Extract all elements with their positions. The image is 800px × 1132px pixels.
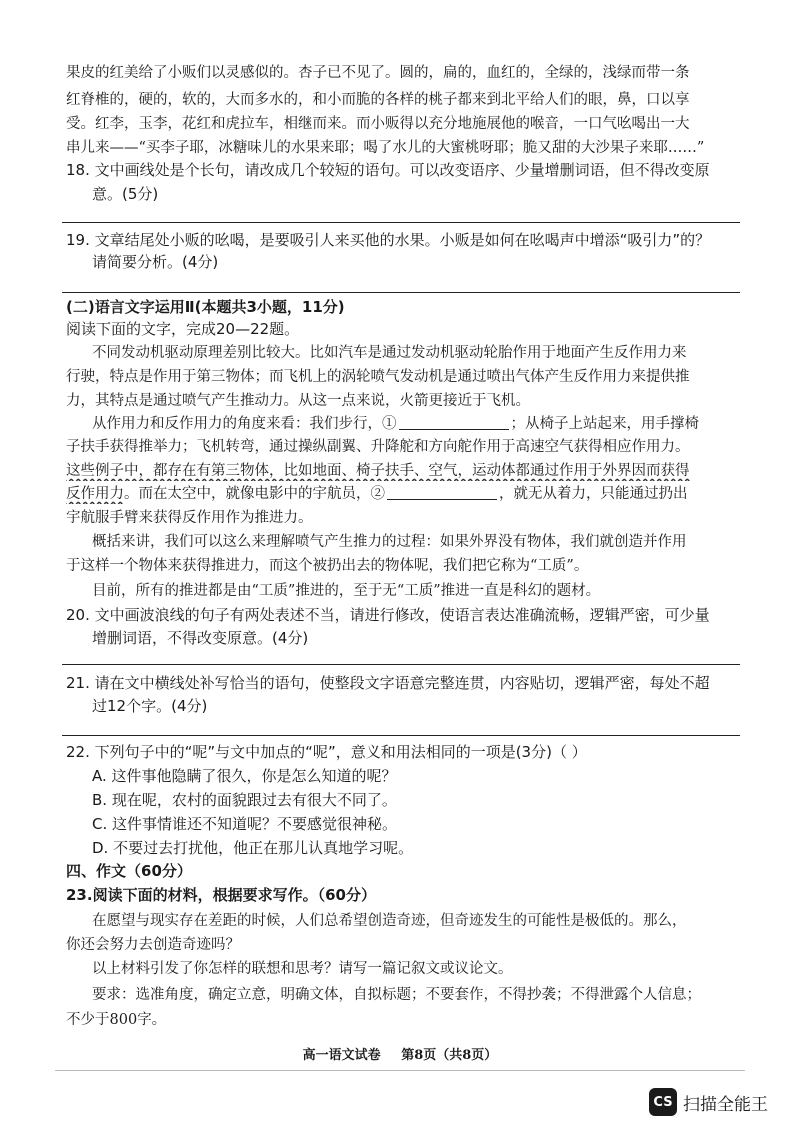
question-23: 23.阅读下面的材料，根据要求写作。（60分）	[66, 886, 376, 904]
answer-line	[62, 222, 740, 223]
answer-line	[62, 292, 740, 293]
passage2-line	[66, 461, 734, 481]
passage2-line: 概括来讲，我们可以这么来理解喷气产生推力的过程：如果外界没有物体，我们就创造并作用	[92, 534, 687, 550]
question-18: 18. 文中画线处是个长句，请改成几个较短的语句。可以改变语序、少量增删词语，但不得改变原	[66, 161, 710, 179]
essay-requirements: 不少于800字。	[66, 1012, 167, 1028]
passage2-line	[92, 414, 734, 434]
footer-title: 高一语文试卷	[302, 1048, 381, 1063]
answer-line	[62, 735, 740, 736]
question-20: 20. 文中画波浪线的句子有两处表述不当，请进行修改，使语言表达准确流畅，逻辑严密，可少量	[66, 606, 710, 624]
passage-line: 红脊椎的，硬的，软的，大而多水的，和小而脆的各样的桃子都来到北平给人们的眼，鼻，口以享	[66, 92, 690, 108]
passage2-line	[66, 484, 734, 504]
essay-requirements: 要求：选准角度，确定立意，明确文体，自拟标题；不要套作，不得抄袭；不得泄露个人信息；	[92, 987, 701, 1003]
question-18-cont: 意。(5分)	[92, 185, 159, 203]
option-c[interactable]: C. 这件事情谁还不知道呢？不要感觉很神秘。	[92, 815, 398, 833]
option-a[interactable]: A. 这件事他隐瞒了很久，你是怎么知道的呢？	[92, 767, 397, 785]
passage2-line: 力，其特点是通过喷气产生推动力。从这一点来说，火箭更接近于飞机。	[66, 393, 530, 409]
section-4-heading: 四、作文（60分）	[66, 862, 192, 880]
passage-line: 果皮的红美给了小贩们以灵感似的。杏子已不见了。圆的，扁的，血红的，全绿的，浅绿而带一条	[66, 65, 690, 81]
footer-page-number: 第8页（共8页）	[401, 1048, 498, 1063]
question-20-cont: 增删词语，不得改变原意。(4分)	[92, 629, 309, 647]
passage2-line: 子扶手获得推举力；飞机转弯，通过操纵副翼、升降舵和方向舵作用于高速空气获得相应作用力。	[66, 439, 690, 455]
passage2-text: 从作用力和反作用力的角度来看：我们步行，①	[92, 416, 397, 432]
essay-material: 你还会努力去创造奇迹吗？	[66, 937, 240, 953]
passage-line: 受。红李，玉李，花红和虎拉车，相继而来。而小贩得以充分地施展他的喉音，一口气吆喝出一大	[66, 116, 690, 132]
fill-blank-2[interactable]	[387, 485, 497, 500]
answer-line	[62, 664, 740, 665]
passage2-line: 行驶，特点是作用于第三物体；而飞机上的涡轮喷气发动机是通过喷出气体产生反作用力来提供推	[66, 369, 690, 385]
question-19: 19. 文章结尾处小贩的吆喝，是要吸引人来买他的水果。小贩是如何在吆喝声中增添“吸引力”的？	[66, 231, 711, 249]
question-22: 22. 下列句子中的“呢”与文中加点的“呢”，意义和用法相同的一项是(3分)（ ）	[66, 743, 587, 761]
passage2-text: 。而在太空中，就像电影中的宇航员，②	[124, 486, 385, 502]
passage2-line: 宇航服手臂来获得反作用作为推进力。	[66, 510, 313, 526]
wavy-underlined-sentence: 反作用力	[66, 486, 124, 502]
section-2-heading: (二)语言文字运用Ⅱ(本题共3小题，11分)	[66, 298, 345, 316]
passage2-text: ；从椅子上站起来，用手撑椅	[510, 416, 699, 432]
essay-prompt: 以上材料引发了你怎样的联想和思考？请写一篇记叙文或议论文。	[92, 961, 513, 977]
passage-line: 串儿来——“买李子耶，冰糖味儿的水果来耶；喝了水儿的大蜜桃呀耶；脆又甜的大沙果子来耶……”	[66, 140, 705, 156]
camscanner-label: 扫描全能王	[683, 1094, 768, 1115]
passage2-line: 目前，所有的推进都是由“工质”推进的，至于无“工质”推进一直是科幻的题材。	[92, 583, 601, 599]
fill-blank-1[interactable]	[399, 415, 509, 430]
section-2-instruction: 阅读下面的文字，完成20—22题。	[66, 320, 300, 338]
essay-material: 在愿望与现实存在差距的时候，人们总希望创造奇迹，但奇迹发生的可能性是极低的。那么，	[92, 913, 687, 929]
question-19-cont: 请简要分析。(4分)	[92, 253, 219, 271]
option-b[interactable]: B. 现在呢，农村的面貌跟过去有很大不同了。	[92, 791, 397, 809]
divider	[55, 1070, 745, 1071]
page-footer	[0, 1044, 800, 1063]
wavy-underlined-sentence: 这些例子中，都存在有第三物体，比如地面、椅子扶手、空气，运动体都通过作用于外界因而获得	[66, 463, 690, 479]
passage2-line: 于这样一个物体来获得推进力，而这个被扔出去的物体呢，我们把它称为“工质”。	[66, 558, 589, 574]
option-d[interactable]: D. 不要过去打扰他，他正在那儿认真地学习呢。	[92, 839, 414, 857]
passage2-text: ，就无从着力，只能通过扔出	[499, 486, 688, 502]
camscanner-logo-icon: CS	[649, 1088, 677, 1116]
question-21-cont: 过12个字。(4分)	[92, 697, 208, 715]
question-21: 21. 请在文中横线处补写恰当的语句，使整段文字语意完整连贯，内容贴切，逻辑严密，每处不超	[66, 674, 710, 692]
passage2-line: 不同发动机驱动原理差别比较大。比如汽车是通过发动机驱动轮胎作用于地面产生反作用力来	[92, 345, 687, 361]
camscanner-watermark	[649, 1088, 768, 1116]
